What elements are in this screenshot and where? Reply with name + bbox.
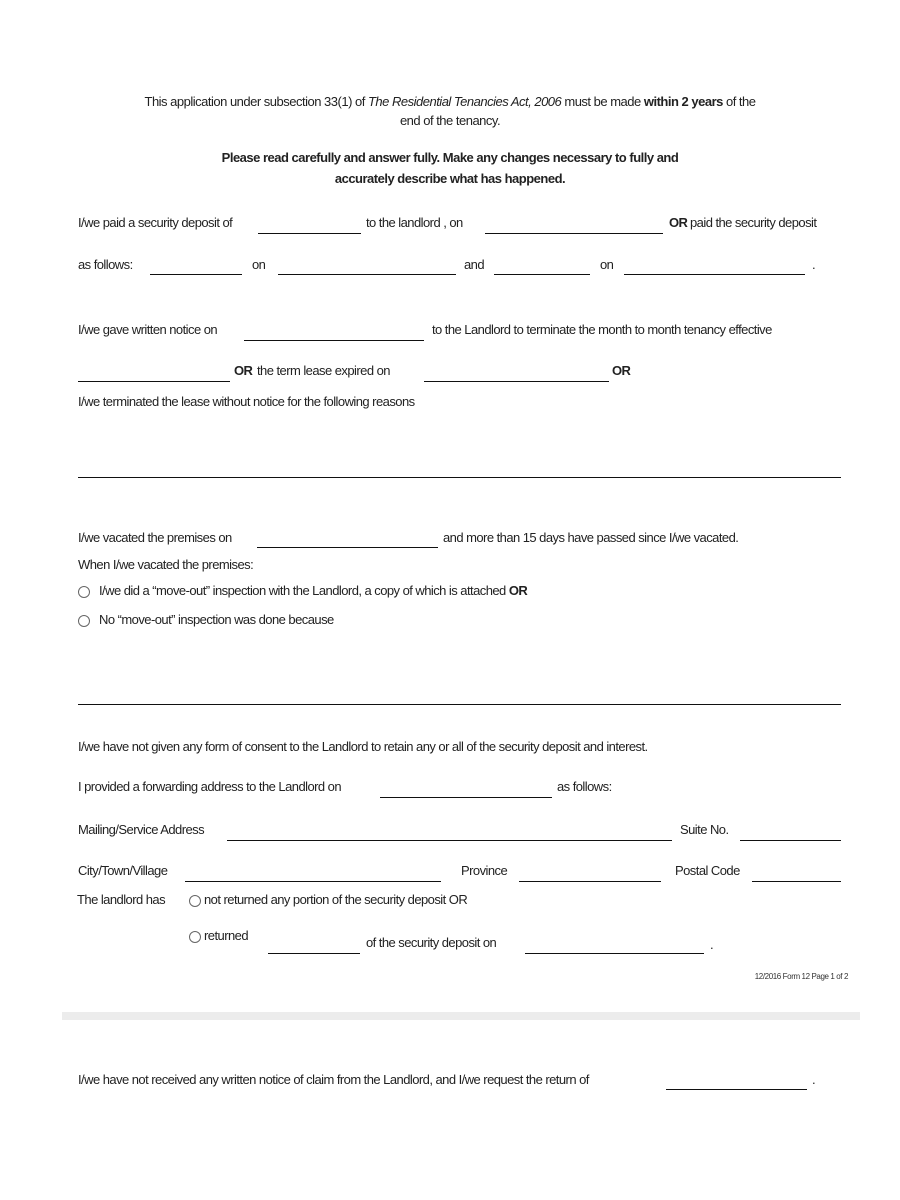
postal-code-label: Postal Code — [675, 863, 740, 878]
to-landlord-label: to the landlord , on — [366, 215, 463, 230]
of-deposit-on-label: of the security deposit on — [366, 935, 497, 950]
no-inspection-label: No “move-out” inspection was done because — [99, 612, 334, 627]
not-returned-radio[interactable] — [189, 895, 201, 907]
deadline: within 2 years — [643, 94, 723, 109]
paid-alt-label: paid the security deposit — [690, 215, 817, 230]
move-out-inspection-radio[interactable] — [78, 586, 90, 598]
on-label: on — [600, 257, 614, 272]
period: . — [812, 1072, 816, 1087]
option-text: I/we did a “move-out” inspection with the Landlord, a copy of which is attached — [99, 583, 509, 598]
deposit-amount-field[interactable] — [258, 233, 361, 234]
province-field[interactable] — [519, 881, 661, 882]
effective-date-field[interactable] — [78, 381, 230, 382]
period: . — [812, 257, 816, 272]
as-follows-label: as follows: — [78, 257, 133, 272]
intro-text: This application under subsection 33(1) of — [144, 94, 368, 109]
intro-text: must be made — [561, 94, 644, 109]
deposit-date-field[interactable] — [485, 233, 663, 234]
paid-deposit-label: I/we paid a security deposit of — [78, 215, 233, 230]
intro-text: of the — [722, 94, 756, 109]
request-return-statement: I/we have not received any written notice of claim from the Landlord, and I/we request the return of — [78, 1072, 589, 1087]
days-passed-label: and more than 15 days have passed since I/we vacated. — [443, 530, 739, 545]
instruction-line-1: Please read carefully and answer fully. Make any changes necessary to fully and — [221, 150, 679, 165]
landlord-has-label: The landlord has — [77, 892, 166, 907]
move-out-inspection-label — [99, 583, 527, 599]
request-amount-field[interactable] — [666, 1089, 807, 1090]
intro-line-1 — [0, 93, 900, 110]
returned-radio[interactable] — [189, 931, 201, 943]
returned-label: returned — [204, 928, 249, 943]
province-label: Province — [461, 863, 508, 878]
lease-expiry-date-field[interactable] — [424, 381, 609, 382]
reasons-field[interactable] — [78, 477, 841, 478]
installment-2-amount-field[interactable] — [494, 274, 590, 275]
suite-field[interactable] — [740, 840, 841, 841]
instruction-line-2: accurately describe what has happened. — [334, 171, 566, 186]
terminated-without-notice-label: I/we terminated the lease without notice for the following reasons — [78, 394, 415, 409]
suite-label: Suite No. — [680, 822, 729, 837]
act-title: The Residential Tenancies Act, 2006 — [367, 94, 562, 109]
no-inspection-reason-field[interactable] — [78, 704, 841, 705]
vacated-label: I/we vacated the premises on — [78, 530, 232, 545]
city-field[interactable] — [185, 881, 441, 882]
postal-code-field[interactable] — [752, 881, 841, 882]
not-returned-label: not returned any portion of the security deposit OR — [204, 892, 468, 907]
period: . — [710, 937, 714, 952]
city-label: City/Town/Village — [78, 863, 168, 878]
terminate-label: to the Landlord to terminate the month to month tenancy effective — [432, 322, 772, 337]
installment-1-date-field[interactable] — [278, 274, 456, 275]
and-label: and — [464, 257, 485, 272]
lease-expired-label: the term lease expired on — [257, 363, 390, 378]
mailing-address-field[interactable] — [227, 840, 672, 841]
notice-date-field[interactable] — [244, 340, 424, 341]
mailing-address-label: Mailing/Service Address — [78, 822, 205, 837]
forwarding-date-field[interactable] — [380, 797, 552, 798]
installment-2-date-field[interactable] — [624, 274, 805, 275]
returned-amount-field[interactable] — [268, 953, 360, 954]
no-consent-statement: I/we have not given any form of consent to the Landlord to retain any or all of the security deposit and interest. — [78, 739, 648, 754]
intro-line-2: end of the tenancy. — [399, 113, 501, 128]
installment-1-amount-field[interactable] — [150, 274, 242, 275]
or-label: OR — [234, 363, 253, 378]
when-vacated-label: When I/we vacated the premises: — [78, 557, 254, 572]
vacated-date-field[interactable] — [257, 547, 438, 548]
gave-notice-label: I/we gave written notice on — [78, 322, 218, 337]
on-label: on — [252, 257, 266, 272]
or-label: OR — [612, 363, 631, 378]
as-follows-label: as follows: — [557, 779, 612, 794]
page-separator — [62, 1012, 860, 1020]
page-footer: 12/2016 Form 12 Page 1 of 2 — [754, 972, 848, 981]
forwarding-address-label: I provided a forwarding address to the Landlord on — [78, 779, 342, 794]
returned-date-field[interactable] — [525, 953, 704, 954]
or-label: OR — [669, 215, 688, 230]
no-inspection-radio[interactable] — [78, 615, 90, 627]
or-label: OR — [508, 583, 528, 598]
